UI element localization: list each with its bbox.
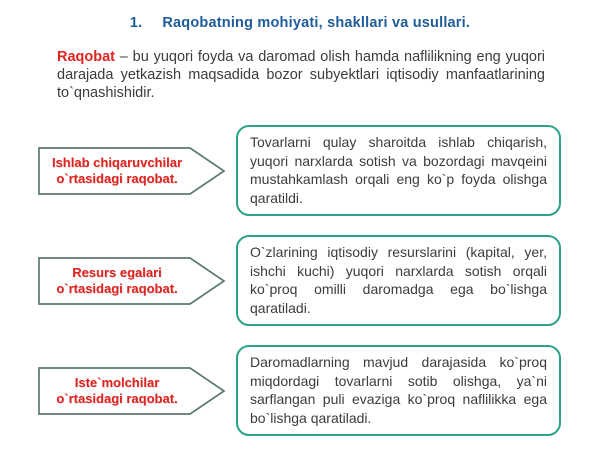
description-box: O`zlarining iqtisodiy resurslarini (kapital, yer, ishchi kuchi) yuqori narxlarda sotish orqali ko`proq omilli daromadga ega bo`lishga qaratiladi. <box>236 235 561 326</box>
intro-paragraph <box>57 48 545 102</box>
page-title <box>0 0 600 31</box>
intro-rest: – bu yuqori foyda va daromad olish hamda naflilikning eng yuqori darajada yetkazish maqsadida bozor subyektlari iqtisodiy manfaatlarining to`qnashishidir. <box>57 49 545 101</box>
competition-rows <box>38 125 561 436</box>
arrow-callout-consumers <box>38 367 225 415</box>
competition-row-producers <box>38 125 561 216</box>
description-box: Daromadlarning mavjud darajasida ko`proq miqdordagi tovarlarni sotib olishga, ya`ni sarflangan puli evaziga ko`proq naflilikka ega bo`lishga qaratiladi. <box>236 345 561 436</box>
arrow-label: Ishlab chiqaruvchilar o`rtasidagi raqobat. <box>51 154 183 186</box>
arrow-label: Iste`molchilar o`rtasidagi raqobat. <box>56 374 178 406</box>
competition-row-resource-owners <box>38 235 561 326</box>
title-text: Raqobatning mohiyati, shakllari va usullari. <box>162 15 471 31</box>
competition-row-consumers <box>38 345 561 436</box>
intro-term: Raqobat <box>57 49 115 65</box>
description-box: Tovarlarni qulay sharoitda ishlab chiqarish, yuqori narxlarda sotish va bozordagi mavqeini mustahkamlash orqali eng ko`p foyda olishga qaratildi. <box>236 125 561 216</box>
arrow-callout-producers <box>38 147 225 195</box>
title-number: 1. <box>129 15 143 31</box>
arrow-label: Resurs egalari o`rtasidagi raqobat. <box>56 264 178 296</box>
arrow-callout-resource-owners <box>38 257 225 305</box>
